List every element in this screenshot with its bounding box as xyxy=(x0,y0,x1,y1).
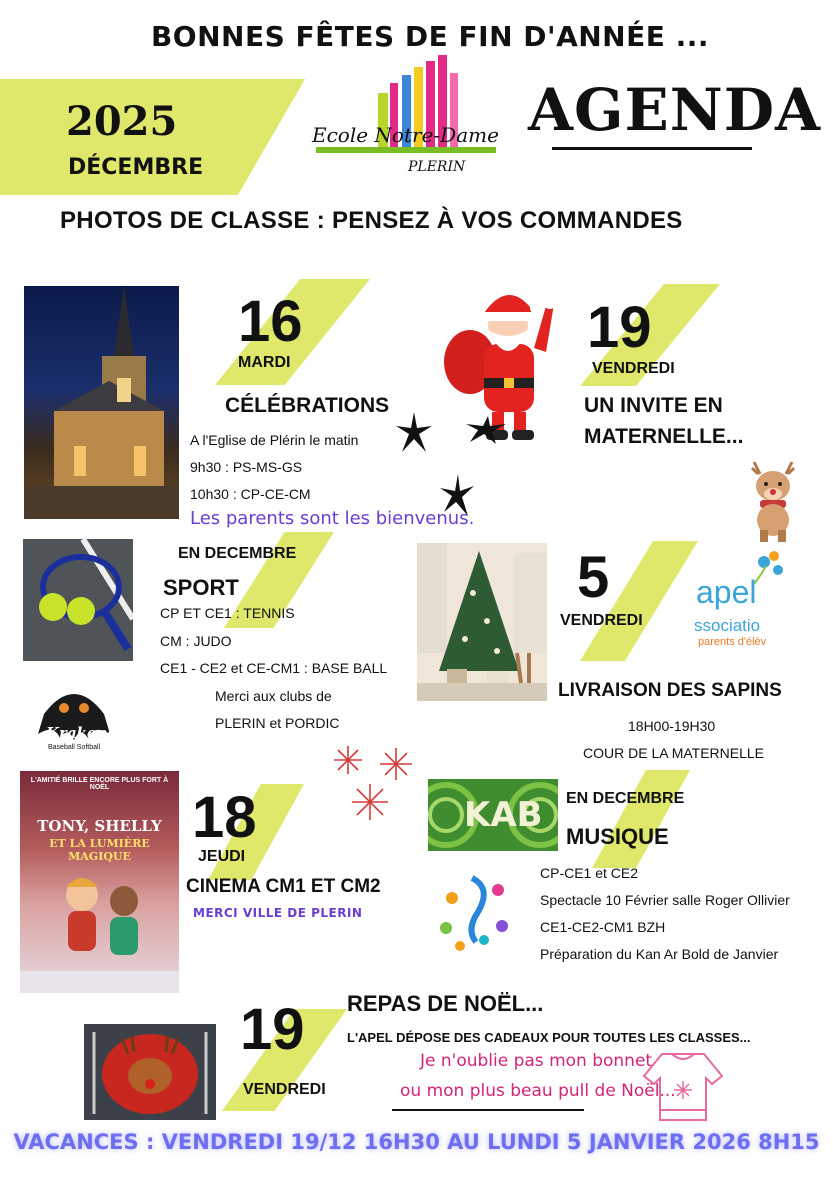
tree-delivery-place: COUR DE LA MATERNELLE xyxy=(583,745,765,761)
meal-title: REPAS DE NOËL... xyxy=(347,991,544,1016)
sport-title: SPORT xyxy=(163,575,239,600)
day-5: 5 xyxy=(577,545,610,610)
day-18: 18 xyxy=(192,785,257,850)
parents-welcome-note: Les parents sont les bienvenus. xyxy=(190,508,475,529)
apel-logo xyxy=(694,550,798,650)
church-photo xyxy=(24,286,179,519)
music-line-4: Préparation du Kan Ar Bold de Janvier xyxy=(540,946,779,962)
krakens-logo xyxy=(24,674,124,756)
apel-sub-1: ssociatio xyxy=(694,616,761,635)
poster-characters-icon xyxy=(20,861,179,993)
star-icon xyxy=(466,416,506,444)
celebrations-line-3: 10h30 : CP-CE-CM xyxy=(190,486,311,502)
photos-notice: PHOTOS DE CLASSE : PENSEZ À VOS COMMANDES xyxy=(60,207,683,234)
holidays-banner: VACANCES : VENDREDI 19/12 16H30 AU LUNDI 5 JANVIER 2026 8H15 xyxy=(13,1130,820,1154)
weekday-18: JEUDI xyxy=(198,848,246,865)
sport-period: EN DECEMBRE xyxy=(178,545,297,562)
celebrations-line-1: A l'Eglise de Plérin le matin xyxy=(190,432,359,448)
sport-line-3: CE1 - CE2 et CE-CM1 : BASE BALL xyxy=(160,660,388,676)
snowflake-icon xyxy=(330,740,420,830)
music-line-3: CE1-CE2-CM1 BZH xyxy=(540,919,666,935)
sport-line-1: CP ET CE1 : TENNIS xyxy=(160,605,295,621)
weekday-16: MARDI xyxy=(238,354,291,371)
apel-sub-2: parents d'élèv xyxy=(698,636,767,648)
meal-photo xyxy=(84,1024,216,1120)
month: DÉCEMBRE xyxy=(68,155,204,180)
school-logo xyxy=(310,55,505,185)
sport-line-2: CM : JUDO xyxy=(160,633,232,649)
day-19: 19 xyxy=(587,295,652,360)
christmas-tree-photo xyxy=(417,543,547,701)
weekday-19: VENDREDI xyxy=(592,360,675,377)
plate-icon xyxy=(84,1024,216,1120)
reminder-underline xyxy=(392,1109,584,1111)
star-icon xyxy=(396,412,432,452)
music-line-1: CP-CE1 et CE2 xyxy=(540,865,639,881)
agenda-underline xyxy=(552,147,752,150)
school-city: PLERIN xyxy=(408,159,466,175)
celebrations-title: CÉLÉBRATIONS xyxy=(225,394,390,417)
reminder-line-1: Je n'oublie pas mon bonnet xyxy=(420,1051,653,1071)
reindeer-icon xyxy=(742,454,804,542)
day-16: 16 xyxy=(238,289,303,354)
day-19b: 19 xyxy=(240,997,305,1062)
music-period: EN DECEMBRE xyxy=(566,790,685,807)
school-name: Ecole Notre-Dame xyxy=(312,123,499,147)
poster-title-1: TONY, SHELLY xyxy=(37,817,162,835)
kab-logo xyxy=(428,779,558,851)
music-title: MUSIQUE xyxy=(566,824,669,849)
church-icon xyxy=(24,286,179,519)
cinema-title: CINEMA CM1 ET CM2 xyxy=(186,876,381,897)
tennis-icon xyxy=(23,539,133,661)
year: 2025 xyxy=(66,98,178,145)
guest-title-line-2: MATERNELLE... xyxy=(584,425,744,448)
music-band xyxy=(592,770,690,868)
movie-poster xyxy=(20,771,179,993)
tree-delivery-time: 18H00-19H30 xyxy=(628,718,716,734)
celebrations-line-2: 9h30 : PS-MS-GS xyxy=(190,459,303,475)
agenda-title: AGENDA xyxy=(528,76,822,144)
apel-name: apel xyxy=(696,574,757,610)
apel-gifts-note: L'APEL DÉPOSE DES CADEAUX POUR TOUTES LES CLASSES... xyxy=(347,1030,751,1045)
sport-thanks-line-2: PLERIN et PORDIC xyxy=(215,715,340,731)
krakens-name: Krakens xyxy=(46,724,116,742)
reminder-line-2: ou mon plus beau pull de Noël... xyxy=(400,1081,676,1101)
greeting-title: BONNES FÊTES DE FIN D'ANNÉE ... xyxy=(150,20,710,53)
sport-thanks-line-1: Merci aux clubs de xyxy=(215,688,332,704)
tennis-photo xyxy=(23,539,133,661)
krakens-sub: Baseball Softball xyxy=(48,744,101,751)
christmas-tree-icon xyxy=(417,543,547,701)
poster-tagline: L'AMITIÉ BRILLE ENCORE PLUS FORT À NOËL xyxy=(30,777,169,791)
poster-title-2: ET LA LUMIÈRE MAGIQUE xyxy=(49,837,150,863)
tree-delivery-title: LIVRAISON DES SAPINS xyxy=(558,680,782,701)
music-line-2: Spectacle 10 Février salle Roger Ollivier xyxy=(540,892,790,908)
cinema-thanks: MERCI VILLE DE PLERIN xyxy=(193,906,363,920)
music-notes-icon xyxy=(432,868,516,952)
sweater-icon xyxy=(642,1050,724,1122)
reindeer-illustration xyxy=(742,454,804,542)
guest-title-line-1: UN INVITE EN xyxy=(584,394,723,417)
kab-name: KAB xyxy=(464,795,543,835)
star-icon xyxy=(440,474,474,516)
weekday-19b: VENDREDI xyxy=(243,1081,326,1098)
weekday-5: VENDREDI xyxy=(560,612,643,629)
